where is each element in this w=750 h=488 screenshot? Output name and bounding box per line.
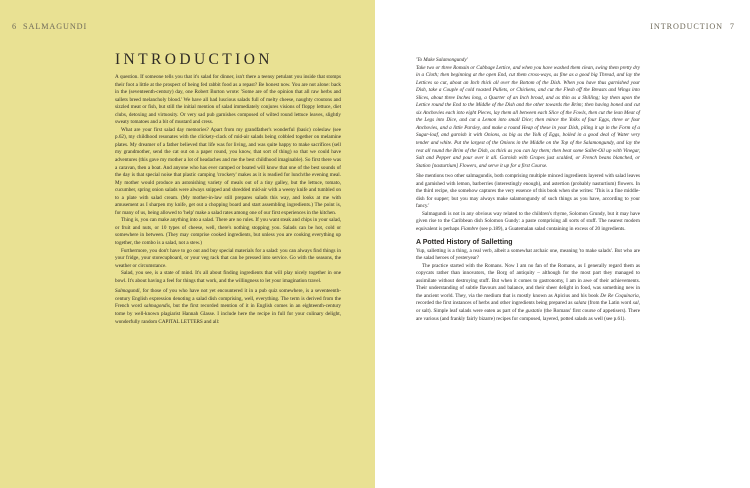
body-paragraph-2-text-a: Salmagundi is not in any obvious way related to the children's rhyme, Solomon Grundy, but it may have given rise to the Caribbean dish Solomon Gundy: a paste comprising all sorts of stuff. The nearest modern equivalent is perhaps bbox=[416, 210, 640, 233]
intro-paragraph-2: What are your first salad day memories? Apart from my grandfather's wonderful (basic) coleslaw (see p.62), my childhood resonates with the clickety-clack of mid-air salads being cobbled together on melamine plates. My dreamer of a father believed that life was for living, and was quite happy to make sacrifices (sell my grandmother, send the cat out on a paper round, you know, that sort of thing) so that we could have adventures (this gave my mother a lot of headaches and me the best childhood imaginable). So first there was a caravan, then a boat. And anyone who has ever camped or boated will know that one of the best sounds of the day is that special noise that plastic camping 'crockery' makes as it is readied for lunch/the evening meal. My mother would produce an astonishing variety of meals out of a tiny galley, but the lettuce, tomato, cucumber, spring onion salads were always snipped and shredded mid-air with a weeny knife and tumbled on to a plate with salad cream. (My mother-in-law still prepares salads this way, and looks at me with amusement as I sharpen my knife, get out a chopping board and start assembling ingredients.) The point is, for many of us, being allowed to 'help' make a salad rates among one of our first experiences in the kitchen. bbox=[115, 126, 341, 216]
left-running-head-label: SALMAGUNDI bbox=[23, 22, 88, 31]
intro-paragraph-6-text-end: but the first recorded mention of it in English comes in an eighteenth-century tome by well-known plagiarist Hannah Glasse. I include here the recipe in full for your culinary delight, wonderfully random CAPITAL LETTERS and all: bbox=[115, 303, 341, 325]
left-running-head bbox=[8, 22, 87, 31]
right-text-column bbox=[416, 57, 640, 323]
intro-paragraph-3: Thing is, you can make anything into a salad. There are no rules. If you want steak and chips in your salad, or fruit and nuts, or 10 types of cheese, well, there's nothing stopping you. Salads can be hot, cold or somewhere in between. (They may comprise cooked ingredients, but unless you are cooking everything up together, the combo is a salad, not a stew.) bbox=[115, 217, 341, 247]
body-paragraph-1: She mentions two other salmagundis, both comprising multiple minced ingredients layered with salad leaves and garnished with lemon, barberries (interestingly enough), and astertion (probably nasturtium) flowers. In the third recipe, she somehow captures the very essence of this book when she writes: 'This is a fine middle-dish for supper; but you may always make salamongundy of such things as you have, according to your fancy.' bbox=[416, 173, 640, 210]
sal-term: sal, bbox=[632, 300, 641, 307]
body-paragraph-4-text-c: (from the Latin word bbox=[586, 300, 633, 307]
intro-paragraph-1: A question. If someone tells you that it's salad for dinner, isn't there a teensy petulant you inside that stomps their foot a little at the prospect of being fed rabbit food as a repast? Be honest now. You are not alone: back in the (seventeenth-century) day, one Robert Burton wrote: 'Some are of the opinion that all raw herbs and sallets breed melancholy blood.' We have all had luscious salads full of melty cheese, naughty croutons and sizzled meat or fish, but still the initial mention of salad immediately conjures visions of floppy lettuce, diet clubs, detoxing and virtuosity. Or very sad pub garnishes composed of wilted round lettuce leaves, slightly sweaty tomatoes and a bit of mustard and cress. bbox=[115, 74, 341, 126]
de-re-coquinaria-term: De Re Coquinaria, bbox=[600, 292, 640, 299]
left-page-number: 6 bbox=[12, 22, 17, 31]
intro-paragraph-5: Salad, you see, is a state of mind. It's all about finding ingredients that will play nicely together in one bowl. It's about having a feel for things that work, and the willingness to let your imagination travel. bbox=[115, 270, 341, 284]
body-paragraph-2 bbox=[416, 211, 640, 234]
body-paragraph-4-text-e: (the Romans' first course of appetisers). There are various (and frankly fairly bizarre) recipes for composed, layered, potted salads as well (see p.61). bbox=[416, 307, 640, 322]
body-paragraph-4-text-b: recorded the first instances of herbs and other ingredients being prepared as bbox=[416, 300, 574, 307]
gustatio-term: gustatio bbox=[525, 307, 543, 314]
intro-paragraph-6-text: for those of you who have not yet encountered it in a pub quiz somewhere, is a seventeenth-century English expression denoting a salad dish comprising, well, everything. The term is derived from the French word bbox=[115, 288, 341, 310]
right-running-head-label: INTRODUCTION bbox=[650, 22, 723, 31]
left-text-column bbox=[115, 74, 341, 326]
intro-paragraph-4: Furthermore, you don't have to go out and buy special materials for a salad: you can always find things in your fridge, your storecupboard, or your veg rack that can be pressed into service. Go with the seasons, the weather or circumstance. bbox=[115, 247, 341, 269]
section-heading: A Potted History of Salletting bbox=[416, 238, 513, 246]
salata-term: salata bbox=[573, 300, 587, 307]
body-paragraph-4-text-d: or salt). Simple leaf salads were eaten as part of the bbox=[416, 307, 526, 314]
page-title: INTRODUCTION bbox=[115, 51, 273, 68]
body-paragraph-4 bbox=[416, 263, 640, 323]
recipe-text: Take two or three Romain or Cabbage Lettice, and when you have washed them clean, swing them pretty dry in a Cloth; then beginning at the open End, cut them cross-ways, as fine as a good big Thread, and lay the Lettices so cut, about an Inch thick all over the Bottom of the Dish. When you have thus garnished your Dish, take a Couple of cold roasted Pullets, or Chickens, and cut the Flesh off the Breasts and Wings into Slices, about three Inches long, a Quarter of an Inch broad, and as thin as a Shilling; lay them upon the Lettice round the End to the Middle of the Dish and the other towards the Brim; then having boned and cut six Anchovies each into eight Pieces, lay them all between each Slice of the Fowls, then cut the lean Meat of the Legs into Dice, and cut a Lemon into small Dice; then mince the Yolks of four Eggs, three or four Anchovies, and a little Parsley, and make a round Heap of these in your Dish, piling it up in the Form of a Sugar-loaf, and garnish it with Onions, as big as the Yolk of Eggs, boiled in a good deal of Water very tender and white. Put the largest of the Onions in the Middle on the Top of the Salamongundy, and lay the rest all round the Brim of the Dish, as thick as you can lay them; then beat some Sallet-Oil up with Vinegar, Salt and Pepper and pour over it all. Garnish with Grapes just scalded, or French beans blanched, or Station [nasturtium] Flowers, and serve it up for a first Course. bbox=[416, 64, 640, 169]
recipe-heading: 'To Make Salamongundy' bbox=[416, 57, 468, 63]
intro-paragraph-6 bbox=[115, 288, 341, 326]
right-page-number: 7 bbox=[729, 22, 734, 31]
right-page bbox=[375, 0, 750, 488]
right-running-head bbox=[650, 22, 738, 31]
recipe-quote bbox=[416, 57, 640, 170]
salmagundi-term: Salmagundi, bbox=[115, 288, 141, 295]
body-paragraph-2-text-b: (see p.189), a Guatemalan salad containing in excess of 20 ingredients. bbox=[478, 226, 626, 233]
fiambre-term: Fiambre bbox=[460, 226, 479, 233]
body-paragraph-3: Yup, salletting is a thing, a real verb, albeit a somewhat archaic one, meaning 'to make salads'. But who are the salad heroes of yesteryear? bbox=[416, 247, 640, 262]
body-paragraph-4-text-a: The practice started with the Romans. Now I am no fan of the Romans, as I generally regard them as copycats rather than innovators, the Borg of antiquity – although for the most part they managed to assimilate without destroying stuff. But when it comes to gastronomy, I am in awe of their achievements. Their understanding of subtle flavours and balance, and their sheer delight in food, was something new in the ancient world. They, via the medium that is mostly known as Apicius and his book bbox=[416, 262, 640, 299]
salmagondis-term: salmagondis, bbox=[143, 303, 172, 310]
